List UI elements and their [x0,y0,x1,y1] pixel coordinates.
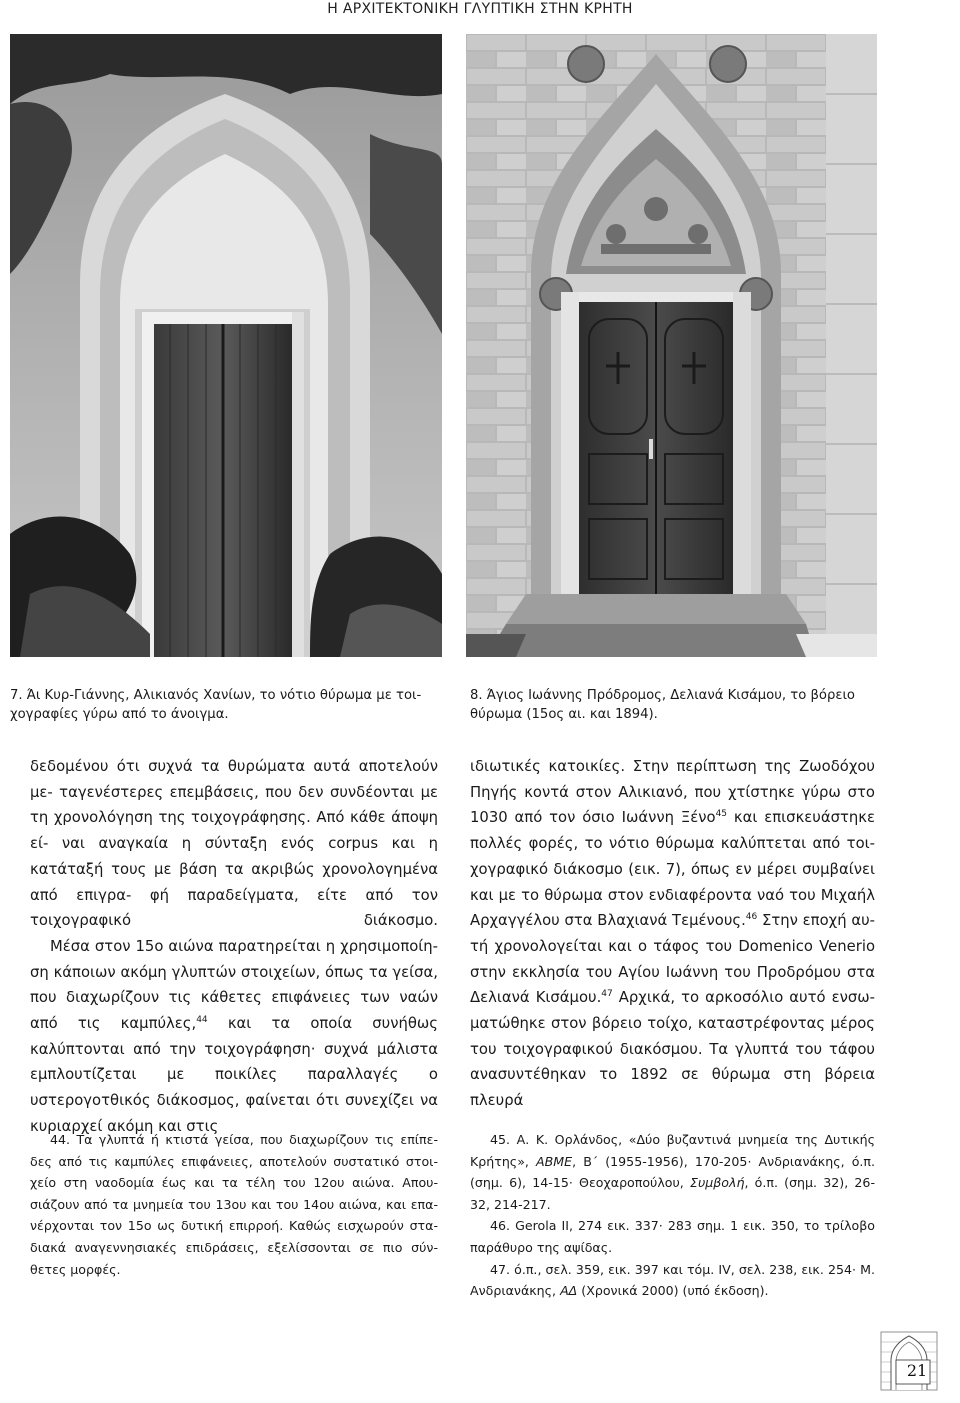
text-run: Μέσα στον 15ο αιώνα παρατηρείται η χρησιμοποίη- ση κάποιων ακόμη γλυπτών στοιχείων, όπως τα γείσα, που διαχωρίζουν τις κάθετες επιφάνειες των ναών από τις καμπύλες, [30,937,438,1033]
figure-8-caption [470,686,880,724]
text-run: και τα οποία συνήθως καλύπτονται από την τοιχογράφηση· συχνά μάλιστα εμπλουτίζεται με ποικίλες παραλλαγές ο υστερογοτθικός διάκοσμος, φαίνεται ότι συνεχίζει να κυριαρχεί ακόμη και στις [30,1015,438,1135]
photo-fig7-doorway [10,34,442,657]
footnote-ref-45[interactable]: 45 [715,809,728,820]
text-run: ιδιωτικές κατοικίες. Στην περίπτωση της Ζωοδόχου Πηγής κοντά στον Αλικιανό, που χτίστηκε γύρω στο 1030 από τον όσιο Ιωάννη Ξένο [470,758,875,827]
page-number: 21 [906,1361,928,1380]
footnote-45 [470,1129,875,1215]
paragraph [30,934,438,1140]
text-run: Στην εποχή αυ- τή χρονολογείται και ο τάφος του Domenico Venerio στην εκκλησία του Αγίου Ιωάννη του Προδρόμου στα Δελιανά Κισάμου. [470,912,875,1007]
caption-line: χογραφίες γύρω από το άνοιγμα. [10,707,229,722]
footnotes-left [30,1129,438,1280]
footnote-46: 46. Gerola II, 274 εικ. 337· 283 σημ. 1 εικ. 350, το τρίλοβο παράθυρο της αψίδας. [470,1218,875,1255]
body-column-left [30,754,438,1140]
footnote-ref-47[interactable]: 47 [601,989,613,1000]
footnotes-right [470,1129,875,1302]
footnote-44: 44. Τα γλυπτά ή κτιστά γείσα, που διαχωρίζουν τις επίπε- δες από τις καμπύλες επιφάνειες, αποτελούν συστατικό στοι- χείο στη ναοδομία έως και τα τέλη του 12ου αιώνα. Απου- σιάζουν από τα μνημεία του 13ου και του 14ου αιώνα, και επα- νέρχονται τον 15ο ως δυτική επιρροή. Καθώς εισχωρούν στα- διακά αναγεννησιακές επιδράσεις, εξελίσσονται σε πιο σύν- θετες μορφές. [30,1132,438,1277]
caption-line: 7. Άι Κυρ-Γιάννης, Αλικιανός Χανίων, το νότιο θύρωμα με τοι- [10,688,422,703]
book-title: Συμβολή [690,1175,745,1191]
caption-line: θύρωμα (15ος αι. και 1894). [470,707,658,722]
running-header: Η ΑΡΧΙΤΕΚΤΟΝΙΚΗ ΓΛΥΠΤΙΚΗ ΣΤΗΝ ΚΡΗΤΗ [327,1,633,17]
text-run: Αρχικά, το αρκοσόλιο αυτό ενσω- ματώθηκε στον βόρειο τοίχο, καταστρέφοντας μέρος του τοιχογραφικού διακόσμου. Τα γλυπτά του τάφου ανασυντέθηκαν το 1892 σε θύρωμα στη βόρεια πλευρά [470,989,875,1110]
text-run: και επισκευάστηκε πολλές φορές, το νότιο θύρωμα καλύπτεται από τοι- χογραφικό διάκοσμο (εικ. 7), όπως εν μέρει συμβαίνει και με το θύρωμα στον ενδιαφέροντα ναό του Μιχαήλ Αρχαγγέλου στα Βλαχιανά Τεμένους. [470,809,875,930]
figure-7-caption [10,686,430,724]
journal-title: ΑΔ [560,1283,578,1299]
photo-fig8-doorway [466,34,877,657]
text-run: (Χρονικά 2000) (υπό έκδοση). [577,1283,769,1299]
text-run: 45. Α. Κ. Ορλάνδος, «Δύο βυζαντινά μνημεία της Δυτικής Κρήτης», [470,1132,875,1169]
caption-line: 8. Άγιος Ιωάννης Πρόδρομος, Δελιανά Κισάμου, το βόρειο [470,688,855,703]
paragraph: δεδομένου ότι συχνά τα θυρώματα αυτά αποτελούν με- ταγενέστερες επεμβάσεις, που δεν συνδέονται με τη χρονολόγηση της τοιχογράφησης. Από κάθε άποψη εί- ναι αναγκαία η σύνταξη ενός corpus και η κατάταξή τους με βάση τα ακριβώς χρονολογημένα από επιγρα- φή παραδείγματα, είτε από τον τοιχογραφικό διάκοσμο. [30,758,438,930]
footnote-47 [470,1259,875,1302]
journal-title: ΑΒΜΕ [536,1153,573,1169]
text-run: , ό.π. (σημ. 32), 26-32, 214-217. [470,1175,875,1212]
text-run: , Β΄ (1955-1956), 170-205· Ανδριανάκης, ό.π. (σημ. 6), 14-15· Θεοχαροπούλου, [470,1153,875,1191]
text-run: 47. ό.π., σελ. 359, εικ. 397 και τόμ. IV, σελ. 238, εικ. 254· Μ. Ανδριανάκης, [470,1261,875,1299]
paragraph [470,754,875,1114]
footnote-ref-44[interactable]: 44 [196,1015,208,1026]
footnote-ref-46[interactable]: 46 [745,912,758,923]
body-column-right [470,754,875,1114]
